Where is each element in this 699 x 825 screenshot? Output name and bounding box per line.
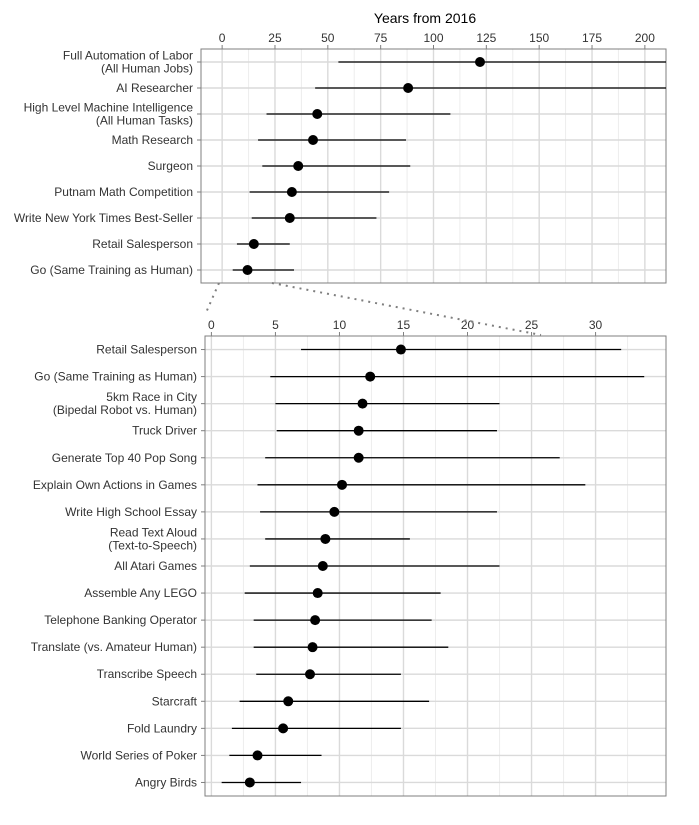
data-point — [354, 426, 364, 436]
x-tick-label: 125 — [476, 31, 497, 45]
data-point — [365, 372, 375, 382]
data-point — [278, 723, 288, 733]
data-point — [312, 109, 322, 119]
x-tick-label: 25 — [524, 318, 539, 332]
y-tick-label: Explain Own Actions in Games — [32, 477, 197, 492]
data-point — [249, 239, 259, 249]
data-point — [308, 642, 318, 652]
data-point — [245, 777, 255, 787]
y-tick-label: (All Human Tasks) — [95, 113, 193, 128]
y-tick-label: Retail Salesperson — [96, 342, 197, 357]
x-tick-label: 15 — [396, 318, 411, 332]
y-tick-label: High Level Machine Intelligence — [23, 100, 193, 115]
y-tick-label: Go (Same Training as Human) — [34, 369, 197, 384]
x-tick-label: 0 — [218, 31, 226, 45]
data-point — [358, 399, 368, 409]
chart-title: Years from 2016 — [373, 10, 477, 26]
x-tick-label: 200 — [634, 31, 655, 45]
bottom-panel — [31, 318, 666, 796]
y-tick-label: Angry Birds — [134, 775, 197, 790]
y-tick-label: Truck Driver — [132, 423, 197, 438]
data-point — [337, 480, 347, 490]
y-tick-label: Telephone Banking Operator — [44, 613, 197, 628]
y-tick-label: Putnam Math Competition — [54, 185, 193, 199]
y-tick-label: (Text-to-Speech) — [108, 538, 197, 553]
y-tick-label: Math Research — [111, 133, 193, 147]
y-tick-label: All Atari Games — [114, 559, 197, 573]
y-tick-label: Generate Top 40 Pop Song — [51, 450, 197, 465]
y-tick-label: Surgeon — [147, 159, 193, 173]
data-point — [320, 534, 330, 544]
data-point — [475, 57, 485, 67]
zoom-connector-left — [205, 283, 219, 315]
data-point — [329, 507, 339, 517]
y-tick-label: Write New York Times Best-Seller — [13, 211, 193, 225]
x-tick-label: 175 — [582, 31, 603, 45]
x-tick-label: 75 — [373, 31, 388, 45]
y-tick-label: Go (Same Training as Human) — [30, 263, 193, 277]
x-tick-label: 150 — [529, 31, 550, 45]
data-point — [308, 135, 318, 145]
x-tick-label: 20 — [460, 318, 475, 332]
data-point — [293, 161, 303, 171]
y-tick-label: (All Human Jobs) — [100, 61, 193, 76]
data-point — [313, 588, 323, 598]
data-point — [283, 696, 293, 706]
data-point — [305, 669, 315, 679]
x-tick-label: 10 — [332, 318, 347, 332]
y-tick-label: Retail Salesperson — [92, 237, 193, 251]
x-tick-label: 30 — [588, 318, 603, 332]
data-point — [285, 213, 295, 223]
x-tick-label: 100 — [423, 31, 444, 45]
data-point — [310, 615, 320, 625]
data-point — [243, 265, 253, 275]
y-tick-label: (Bipedal Robot vs. Human) — [52, 403, 197, 418]
data-point — [354, 453, 364, 463]
y-tick-label: Assemble Any LEGO — [84, 586, 197, 601]
x-tick-label: 0 — [208, 318, 215, 332]
y-tick-label: Fold Laundry — [126, 721, 197, 736]
y-tick-label: Transcribe Speech — [96, 667, 197, 682]
top-panel — [14, 31, 666, 283]
y-tick-label: Full Automation of Labor — [62, 48, 193, 63]
y-tick-label: Translate (vs. Amateur Human) — [30, 640, 197, 655]
x-tick-label: 5 — [272, 318, 279, 332]
y-tick-label: Write High School Essay — [65, 504, 197, 519]
y-tick-label: AI Researcher — [116, 81, 193, 95]
y-tick-label: Starcraft — [151, 694, 197, 709]
x-tick-label: 50 — [321, 31, 335, 45]
y-tick-label: 5km Race in City — [106, 390, 197, 405]
data-point — [287, 187, 297, 197]
data-point — [318, 561, 328, 571]
y-tick-label: World Series of Poker — [80, 748, 197, 763]
x-tick-label: 25 — [268, 31, 282, 45]
data-point — [253, 750, 263, 760]
data-point — [396, 345, 406, 355]
y-tick-label: Read Text Aloud — [109, 525, 197, 540]
data-point — [403, 83, 413, 93]
